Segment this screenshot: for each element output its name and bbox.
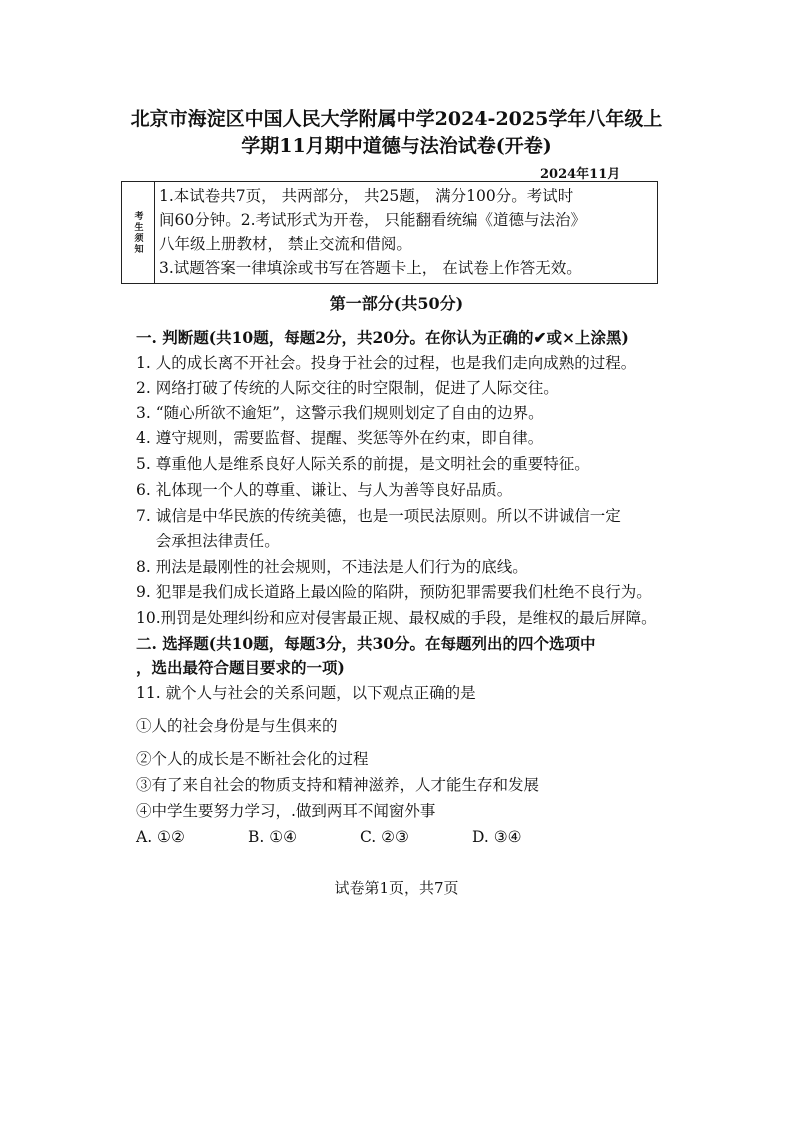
notice-line: 3.试题答案一律填涂或书写在答题卡上， 在试卷上作答无效。 bbox=[159, 259, 582, 277]
q11-statement-3: ③有了来自社会的物质支持和精神滋养，人才能生存和发展 bbox=[136, 776, 540, 794]
q11-option-d: D. ③④ bbox=[472, 828, 522, 846]
section1-heading: 一. 判断题(共10题，每题2分，共20分。在你认为正确的✔或×上涂黑) bbox=[136, 328, 629, 347]
notice-body bbox=[155, 182, 657, 283]
notice-label: 考生须知 bbox=[132, 210, 143, 255]
q11-option-c: C. ②③ bbox=[360, 828, 409, 846]
judgment-item-7: 7. 诚信是中华民族的传统美德，也是一项民法原则。所以不讲诚信一定 bbox=[136, 507, 621, 525]
notice-line: 间60分钟。2.考试形式为开卷， 只能翻看统编《道德与法治》 bbox=[159, 211, 586, 229]
exam-date: 2024年11月 bbox=[540, 167, 621, 182]
section2-heading-line1: 二. 选择题(共10题，每题3分，共30分。在每题列出的四个选项中 bbox=[136, 634, 596, 653]
q11-statement-4: ④中学生要努力学习，.做到两耳不闻窗外事 bbox=[136, 802, 436, 820]
q11-statement-1: ①人的社会身份是与生俱来的 bbox=[136, 717, 338, 735]
judgment-item-5: 5. 尊重他人是维系良好人际关系的前提，是文明社会的重要特征。 bbox=[136, 455, 590, 473]
exam-title-line1: 北京市海淀区中国人民大学附属中学2024-2025学年八年级上 bbox=[130, 108, 663, 130]
exam-title-line2: 学期11月期中道德与法治试卷(开卷) bbox=[241, 135, 552, 157]
notice-label-cell bbox=[122, 182, 155, 283]
judgment-item-1: 1. 人的成长离不开社会。投身于社会的过程，也是我们走向成熟的过程。 bbox=[136, 354, 637, 372]
judgment-item-2: 2. 网络打破了传统的人际交往的时空限制，促进了人际交往。 bbox=[136, 379, 559, 397]
q11-options bbox=[136, 826, 584, 848]
page-footer: 试卷第1页，共7页 bbox=[334, 879, 459, 897]
q11-option-b: B. ①④ bbox=[248, 828, 298, 846]
part1-title: 第一部分(共50分) bbox=[329, 294, 464, 313]
judgment-item-4: 4. 遵守规则，需要监督、提醒、奖惩等外在约束，即自律。 bbox=[136, 429, 544, 447]
section2-heading-line2: ，选出最符合题目要求的一项) bbox=[136, 658, 345, 677]
notice-line: 1.本试卷共7页， 共两部分， 共25题， 满分100分。考试时 bbox=[159, 187, 574, 205]
judgment-item-9: 9. 犯罪是我们成长道路上最凶险的陷阱，预防犯罪需要我们杜绝不良行为。 bbox=[136, 583, 652, 601]
judgment-item-3: 3. “随心所欲不逾矩”，这警示我们规则划定了自由的边界。 bbox=[136, 404, 544, 422]
notice-line: 八年级上册教材， 禁止交流和借阅。 bbox=[159, 235, 412, 253]
exam-notice-box bbox=[121, 181, 658, 284]
judgment-item-8: 8. 刑法是最刚性的社会规则，不违法是人们行为的底线。 bbox=[136, 558, 528, 576]
judgment-item-7-cont: 会承担法律责任。 bbox=[136, 532, 280, 550]
q11-statement-2: ②个人的成长是不断社会化的过程 bbox=[136, 750, 369, 768]
q11-option-a: A. ①② bbox=[136, 828, 185, 846]
question-11-stem: 11. 就个人与社会的关系问题，以下观点正确的是 bbox=[136, 684, 476, 702]
judgment-item-10: 10.刑罚是处理纠纷和应对侵害最正规、最权威的手段，是维权的最后屏障。 bbox=[136, 609, 657, 627]
judgment-item-6: 6. 礼体现一个人的尊重、谦让、与人为善等良好品质。 bbox=[136, 481, 513, 499]
